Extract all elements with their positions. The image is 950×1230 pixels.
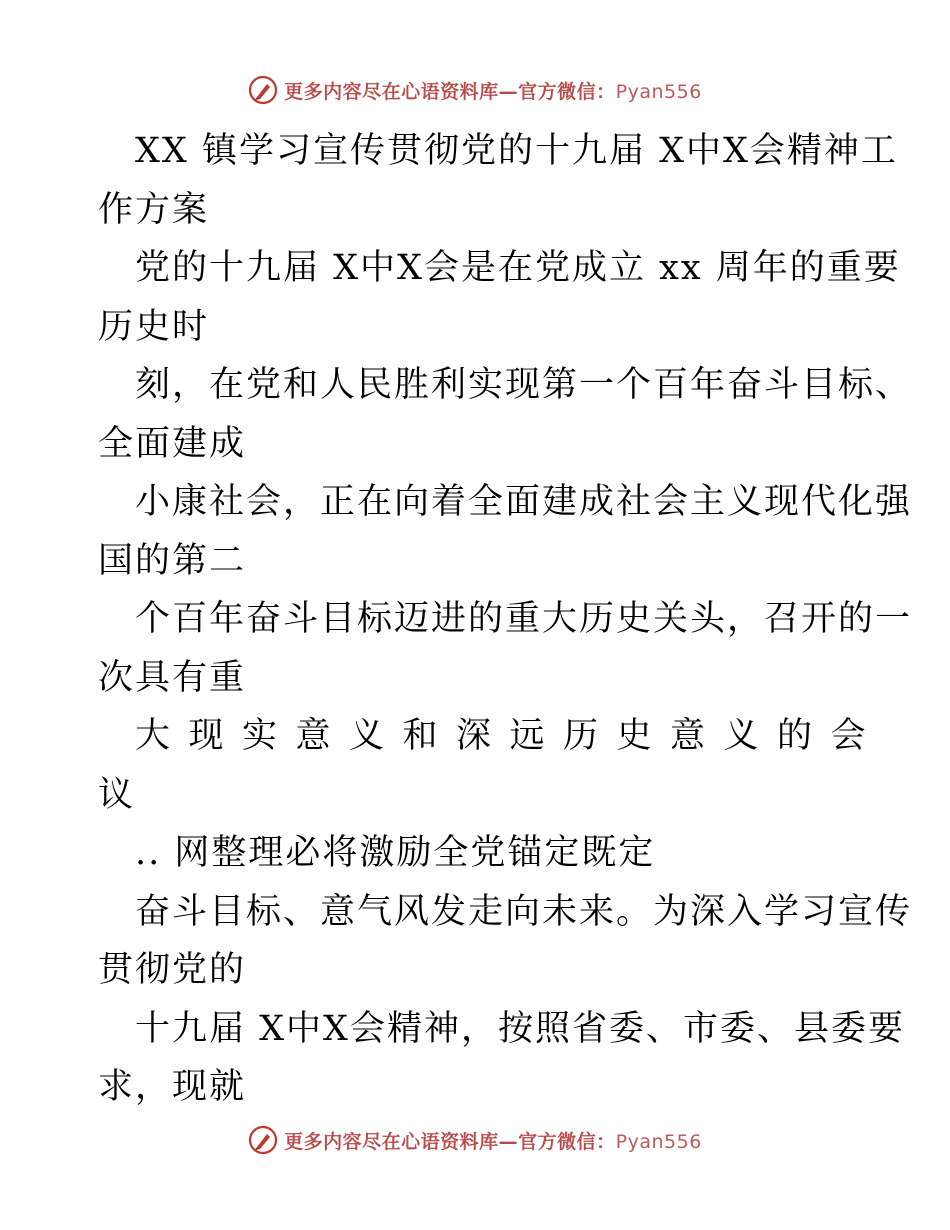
body-line: 小康社会，正在向着全面建成社会主义现代化强 [135,482,913,522]
body-line: 奋斗目标、意气风发走向未来。为深入学习宣传 [135,891,913,932]
document-body [98,122,913,1117]
body-line: 刻，在党和人民胜利实现第一个百年奋斗目标、 [135,365,913,405]
body-line: 十九届 X中X会精神，按照省委、市委、县委要 [135,1008,905,1049]
header-watermark [0,70,950,110]
document-title-line-2: 作方案 [98,189,210,230]
footer-watermark-wechat-id: Pyan556 [615,1130,702,1153]
body-line: 个百年奋斗目标迈进的重大历史关头，召开的一 [135,599,913,639]
body-line: 次具有重 [98,657,247,698]
header-watermark-cn: 更多内容尽在心语资料库—官方微信： [284,80,616,103]
body-line: 国的第二 [98,540,247,581]
pen-nib-logo-icon [248,75,278,105]
body-line: 历史时 [98,306,210,347]
body-line: .. 网整理必将激励全党锚定既定 [135,833,656,873]
document-title-line-1: XX 镇学习宣传贯彻党的十九届 X中X会精神工 [135,131,898,171]
body-line: 贯彻党的 [98,950,247,990]
body-line: 大现实意义和深远历史意义的会 [135,716,885,756]
footer-watermark-cn: 更多内容尽在心语资料库—官方微信： [284,1130,616,1153]
body-line: 求，现就 [98,1067,247,1107]
body-line: 党的十九届 X中X会是在党成立 xx 周年的重要 [135,248,901,288]
footer-watermark-text [284,1127,702,1154]
header-watermark-text [284,77,702,104]
body-line: 议 [98,774,136,815]
header-watermark-wechat-id: Pyan556 [615,80,702,103]
footer-watermark [0,1120,950,1160]
body-line: 全面建成 [98,423,247,464]
pen-nib-logo-icon [248,1125,278,1155]
